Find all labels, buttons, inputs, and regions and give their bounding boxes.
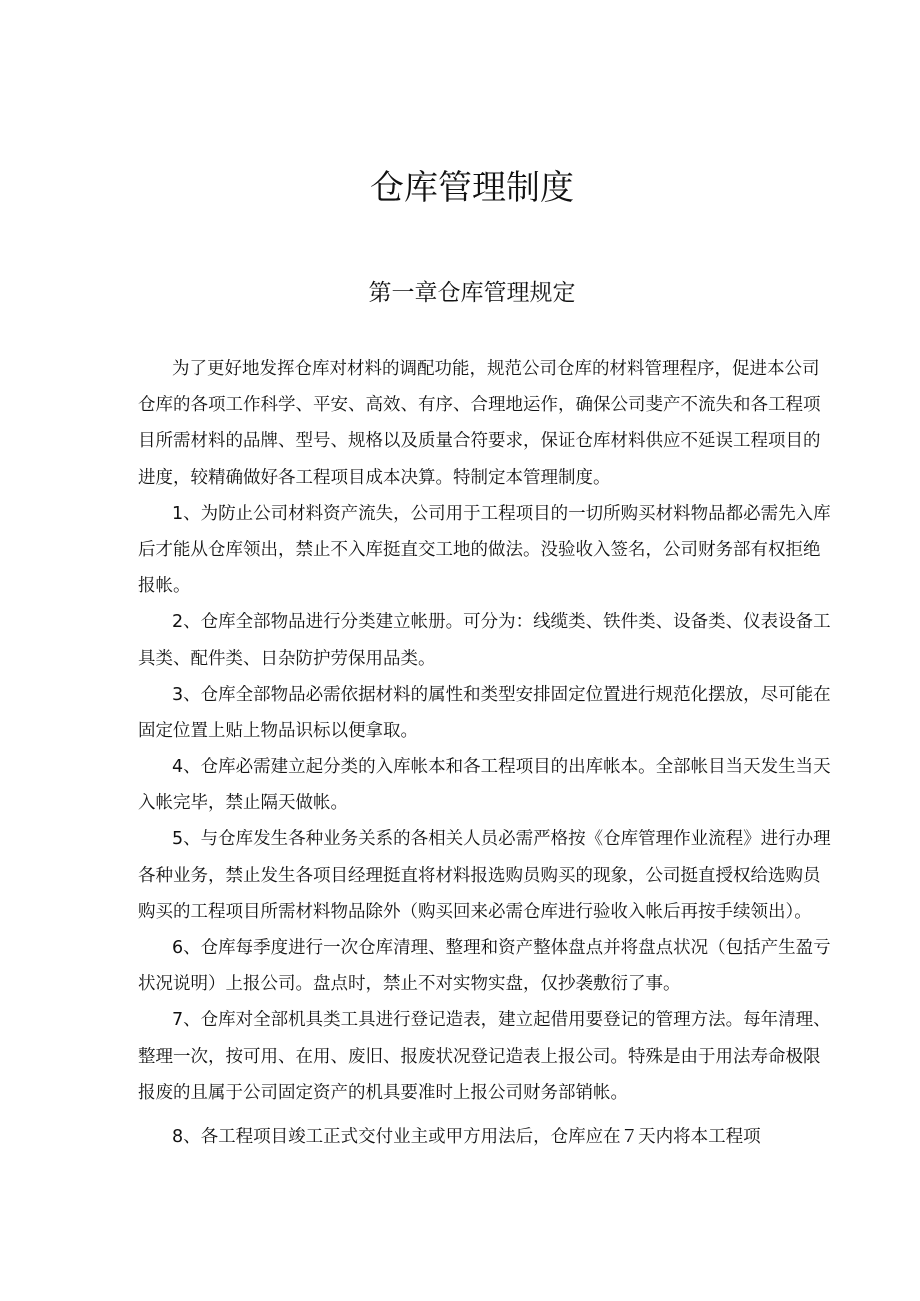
paragraph-line: 为了更好地发挥仓库对材料的调配功能，规范公司仓库的材料管理程序，促进本公司 bbox=[172, 359, 820, 379]
document-body bbox=[138, 351, 831, 1155]
paragraph-line: 4、仓库必需建立起分类的入库帐本和各工程项目的出库帐本。全部帐目当天发生当天 bbox=[172, 757, 831, 778]
paragraph-line: 2、仓库全部物品进行分类建立帐册。可分为：线缆类、铁件类、设备类、仪表设备工 bbox=[172, 612, 831, 633]
paragraph-line: 进度，较精确做好各工程项目成本决算。特制定本管理制度。 bbox=[138, 467, 611, 488]
paragraph-line: 1、为防止公司材料资产流失，公司用于工程项目的一切所购买材料物品都必需先入库 bbox=[172, 503, 831, 524]
paragraph-line: 固定位置上贴上物品识标以便拿取。 bbox=[138, 720, 418, 741]
paragraph-line: 7、仓库对全部机具类工具进行登记造表，建立起借用要登记的管理方法。每年清理、 bbox=[172, 1010, 831, 1031]
paragraph-line: 5、与仓库发生各种业务关系的各相关人员必需严格按《仓库管理作业流程》进行办理 bbox=[172, 829, 831, 850]
paragraph-line: 整理一次，按可用、在用、废旧、报废状况登记造表上报公司。特殊是由于用法寿命极限 bbox=[138, 1046, 821, 1067]
paragraph-line: 仓库的各项工作科学、平安、高效、有序、合理地运作，确保公司斐产不流失和各工程项 bbox=[138, 395, 821, 416]
document-title: 仓库管理制度 bbox=[370, 168, 574, 208]
chapter-heading: 第一章仓库管理规定 bbox=[368, 280, 576, 306]
paragraph bbox=[138, 496, 831, 605]
paragraph bbox=[138, 351, 821, 496]
paragraph bbox=[138, 677, 831, 749]
paragraph bbox=[138, 1002, 831, 1111]
paragraph-line: 状况说明）上报公司。盘点时，禁止不对实物实盘，仅抄袭敷衍了事。 bbox=[138, 974, 681, 995]
paragraph-line: 6、仓库每季度进行一次仓库清理、整理和资产整体盘点并将盘点状况（包括产生盈亏 bbox=[172, 938, 831, 958]
paragraph bbox=[138, 749, 831, 821]
paragraph bbox=[138, 821, 831, 930]
paragraph-line: 报废的且属于公司固定资产的机具要准时上报公司财务部销帐。 bbox=[138, 1082, 628, 1103]
paragraph-line: 具类、配件类、日杂防护劳保用品类。 bbox=[138, 648, 436, 669]
paragraph-line: 报帐。 bbox=[138, 576, 191, 597]
paragraph-line: 入帐完毕，禁止隔天做帐。 bbox=[138, 793, 348, 814]
paragraph bbox=[138, 604, 831, 676]
paragraph-line: 各种业务，禁止发生各项目经理挺直将材料报选购员购买的现象，公司挺直授权给选购员 bbox=[138, 865, 821, 886]
paragraph-line: 购买的工程项目所需材料物品除外（购买回来必需仓库进行验收入帐后再按手续领出）。 bbox=[138, 901, 812, 922]
paragraph-line: 目所需材料的品牌、型号、规格以及质量合符要求，保证仓库材料供应不延误工程项目的 bbox=[138, 431, 821, 452]
paragraph-line: 后才能从仓库领出，禁止不入库挺直交工地的做法。没验收入签名，公司财务部有权拒绝 bbox=[138, 539, 821, 560]
paragraph-line: 3、仓库全部物品必需依据材料的属性和类型安排固定位置进行规范化摆放，尽可能在 bbox=[172, 684, 831, 705]
paragraph bbox=[138, 1119, 806, 1155]
paragraph-line: 8、各工程项目竣工正式交付业主或甲方用法后，仓库应在７天内将本工程项 bbox=[172, 1126, 761, 1147]
paragraph bbox=[138, 930, 831, 1002]
